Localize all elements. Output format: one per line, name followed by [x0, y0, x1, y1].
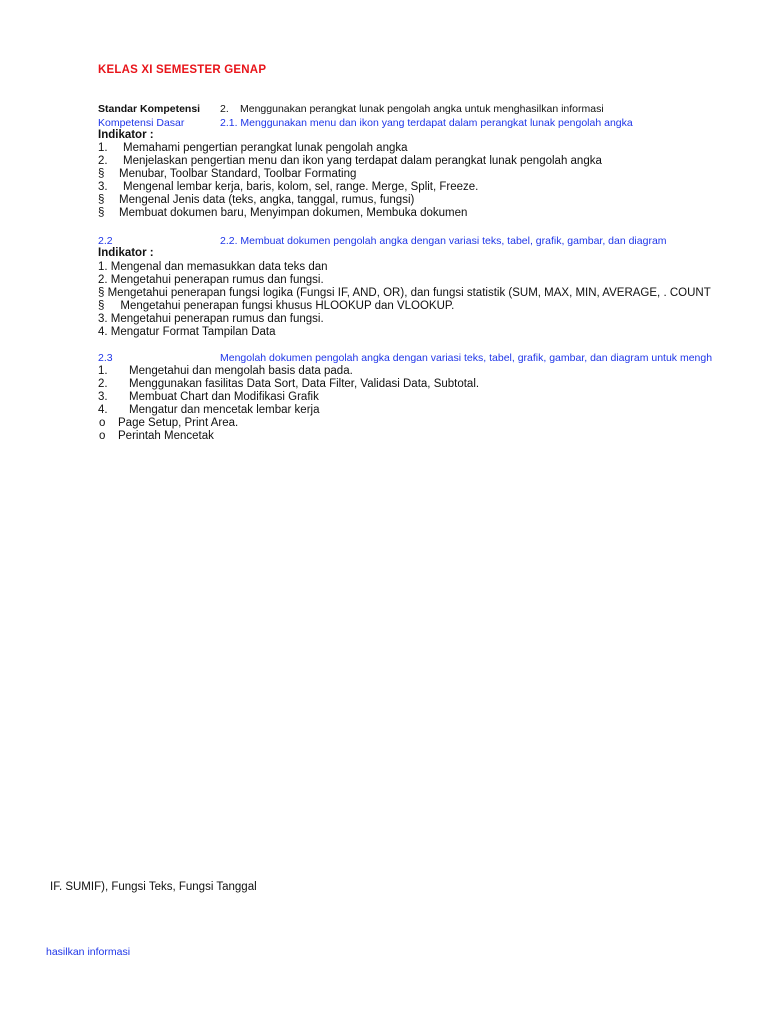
- list-item-text: Membuat dokumen baru, Menyimpan dokumen, Membuka dokumen: [119, 207, 468, 219]
- list-marker: 3.: [98, 181, 108, 193]
- list-marker: 1.: [98, 365, 108, 377]
- section-2-3-number: 2.3: [98, 352, 113, 364]
- list-item: [98, 365, 698, 378]
- kompetensi-dasar-text: 2.1. Menggunakan menu dan ikon yang terdapat dalam perangkat lunak pengolah angka: [220, 117, 633, 129]
- list-item: [98, 207, 738, 220]
- list-item-text: Menjelaskan pengertian menu dan ikon yang terdapat dalam perangkat lunak pengolah angka: [123, 155, 602, 167]
- list-item-text: Mengetahui dan mengolah basis data pada.: [129, 365, 353, 377]
- list-marker: 4.: [98, 404, 108, 416]
- list-item-text: Page Setup, Print Area.: [118, 417, 239, 429]
- standar-kompetensi-text: Menggunakan perangkat lunak pengolah angka untuk menghasilkan informasi: [240, 103, 604, 115]
- section-2-2-heading: 2.2. Membuat dokumen pengolah angka dengan variasi teks, tabel, grafik, gambar, dan diagram: [220, 235, 667, 247]
- list-marker: 2.: [98, 155, 108, 167]
- list-item-text: Mengenal Jenis data (teks, angka, tanggal, rumus, fungsi): [119, 194, 415, 206]
- list-item: [98, 391, 698, 404]
- list-item-text: Memahami pengertian perangkat lunak pengolah angka: [123, 142, 408, 154]
- list-item: 4. Mengatur Format Tampilan Data: [98, 326, 276, 338]
- list-marker: §: [98, 207, 105, 219]
- section-2-2-number: 2.2: [98, 235, 113, 247]
- list-marker: §: [98, 194, 105, 206]
- document-title: KELAS XI SEMESTER GENAP: [98, 64, 267, 76]
- section-2-3-heading: Mengolah dokumen pengolah angka dengan variasi teks, tabel, grafik, gambar, dan diagram untuk mengh: [220, 352, 713, 364]
- list-item-text: Membuat Chart dan Modifikasi Grafik: [129, 391, 319, 403]
- list-marker: §: [98, 168, 105, 180]
- list-item: § Mengetahui penerapan fungsi logika (Fungsi IF, AND, OR), dan fungsi statistik (SUM, MAX, MIN, AVERAGE, . COUNT: [98, 287, 711, 299]
- list-item: 3. Mengetahui penerapan rumus dan fungsi.: [98, 313, 324, 325]
- list-marker: 1.: [98, 142, 108, 154]
- list-item-text: Mengenal lembar kerja, baris, kolom, sel, range. Merge, Split, Freeze.: [123, 181, 479, 193]
- list-item: [98, 142, 738, 155]
- indikator-heading: Indikator :: [98, 247, 154, 259]
- indikator-heading: Indikator :: [98, 129, 154, 141]
- standar-kompetensi-number: 2.: [220, 103, 229, 115]
- list-item: 1. Mengenal dan memasukkan data teks dan: [98, 261, 328, 273]
- list-marker: o: [99, 417, 106, 429]
- list-item-text: Mengatur dan mencetak lembar kerja: [129, 404, 320, 416]
- list-item: [98, 155, 738, 168]
- list-item: 2. Mengetahui penerapan rumus dan fungsi.: [98, 274, 324, 286]
- list-item: [98, 404, 698, 417]
- list-item: [98, 168, 738, 181]
- indikator-list-3: [98, 365, 698, 443]
- list-marker: 3.: [98, 391, 108, 403]
- kompetensi-dasar-label: Kompetensi Dasar: [98, 117, 185, 129]
- overflow-text-functions: IF. SUMIF), Fungsi Teks, Fungsi Tanggal: [50, 881, 257, 893]
- list-marker: 2.: [98, 378, 108, 390]
- list-item: [98, 194, 738, 207]
- list-item: [98, 181, 738, 194]
- standar-kompetensi-label: Standar Kompetensi: [98, 103, 201, 115]
- list-item-text: Perintah Mencetak: [118, 430, 214, 442]
- list-marker: o: [99, 430, 106, 442]
- list-item-text: Menggunakan fasilitas Data Sort, Data Filter, Validasi Data, Subtotal.: [129, 378, 480, 390]
- list-item: [98, 430, 698, 443]
- indikator-list-1: [98, 142, 738, 220]
- list-item: [98, 417, 698, 430]
- list-item: [98, 378, 698, 391]
- list-item: § Mengetahui penerapan fungsi khusus HLOOKUP dan VLOOKUP.: [98, 300, 455, 312]
- list-item-text: Menubar, Toolbar Standard, Toolbar Formating: [119, 168, 357, 180]
- overflow-text-informasi: hasilkan informasi: [46, 946, 131, 958]
- indikator-list-2: [98, 261, 738, 339]
